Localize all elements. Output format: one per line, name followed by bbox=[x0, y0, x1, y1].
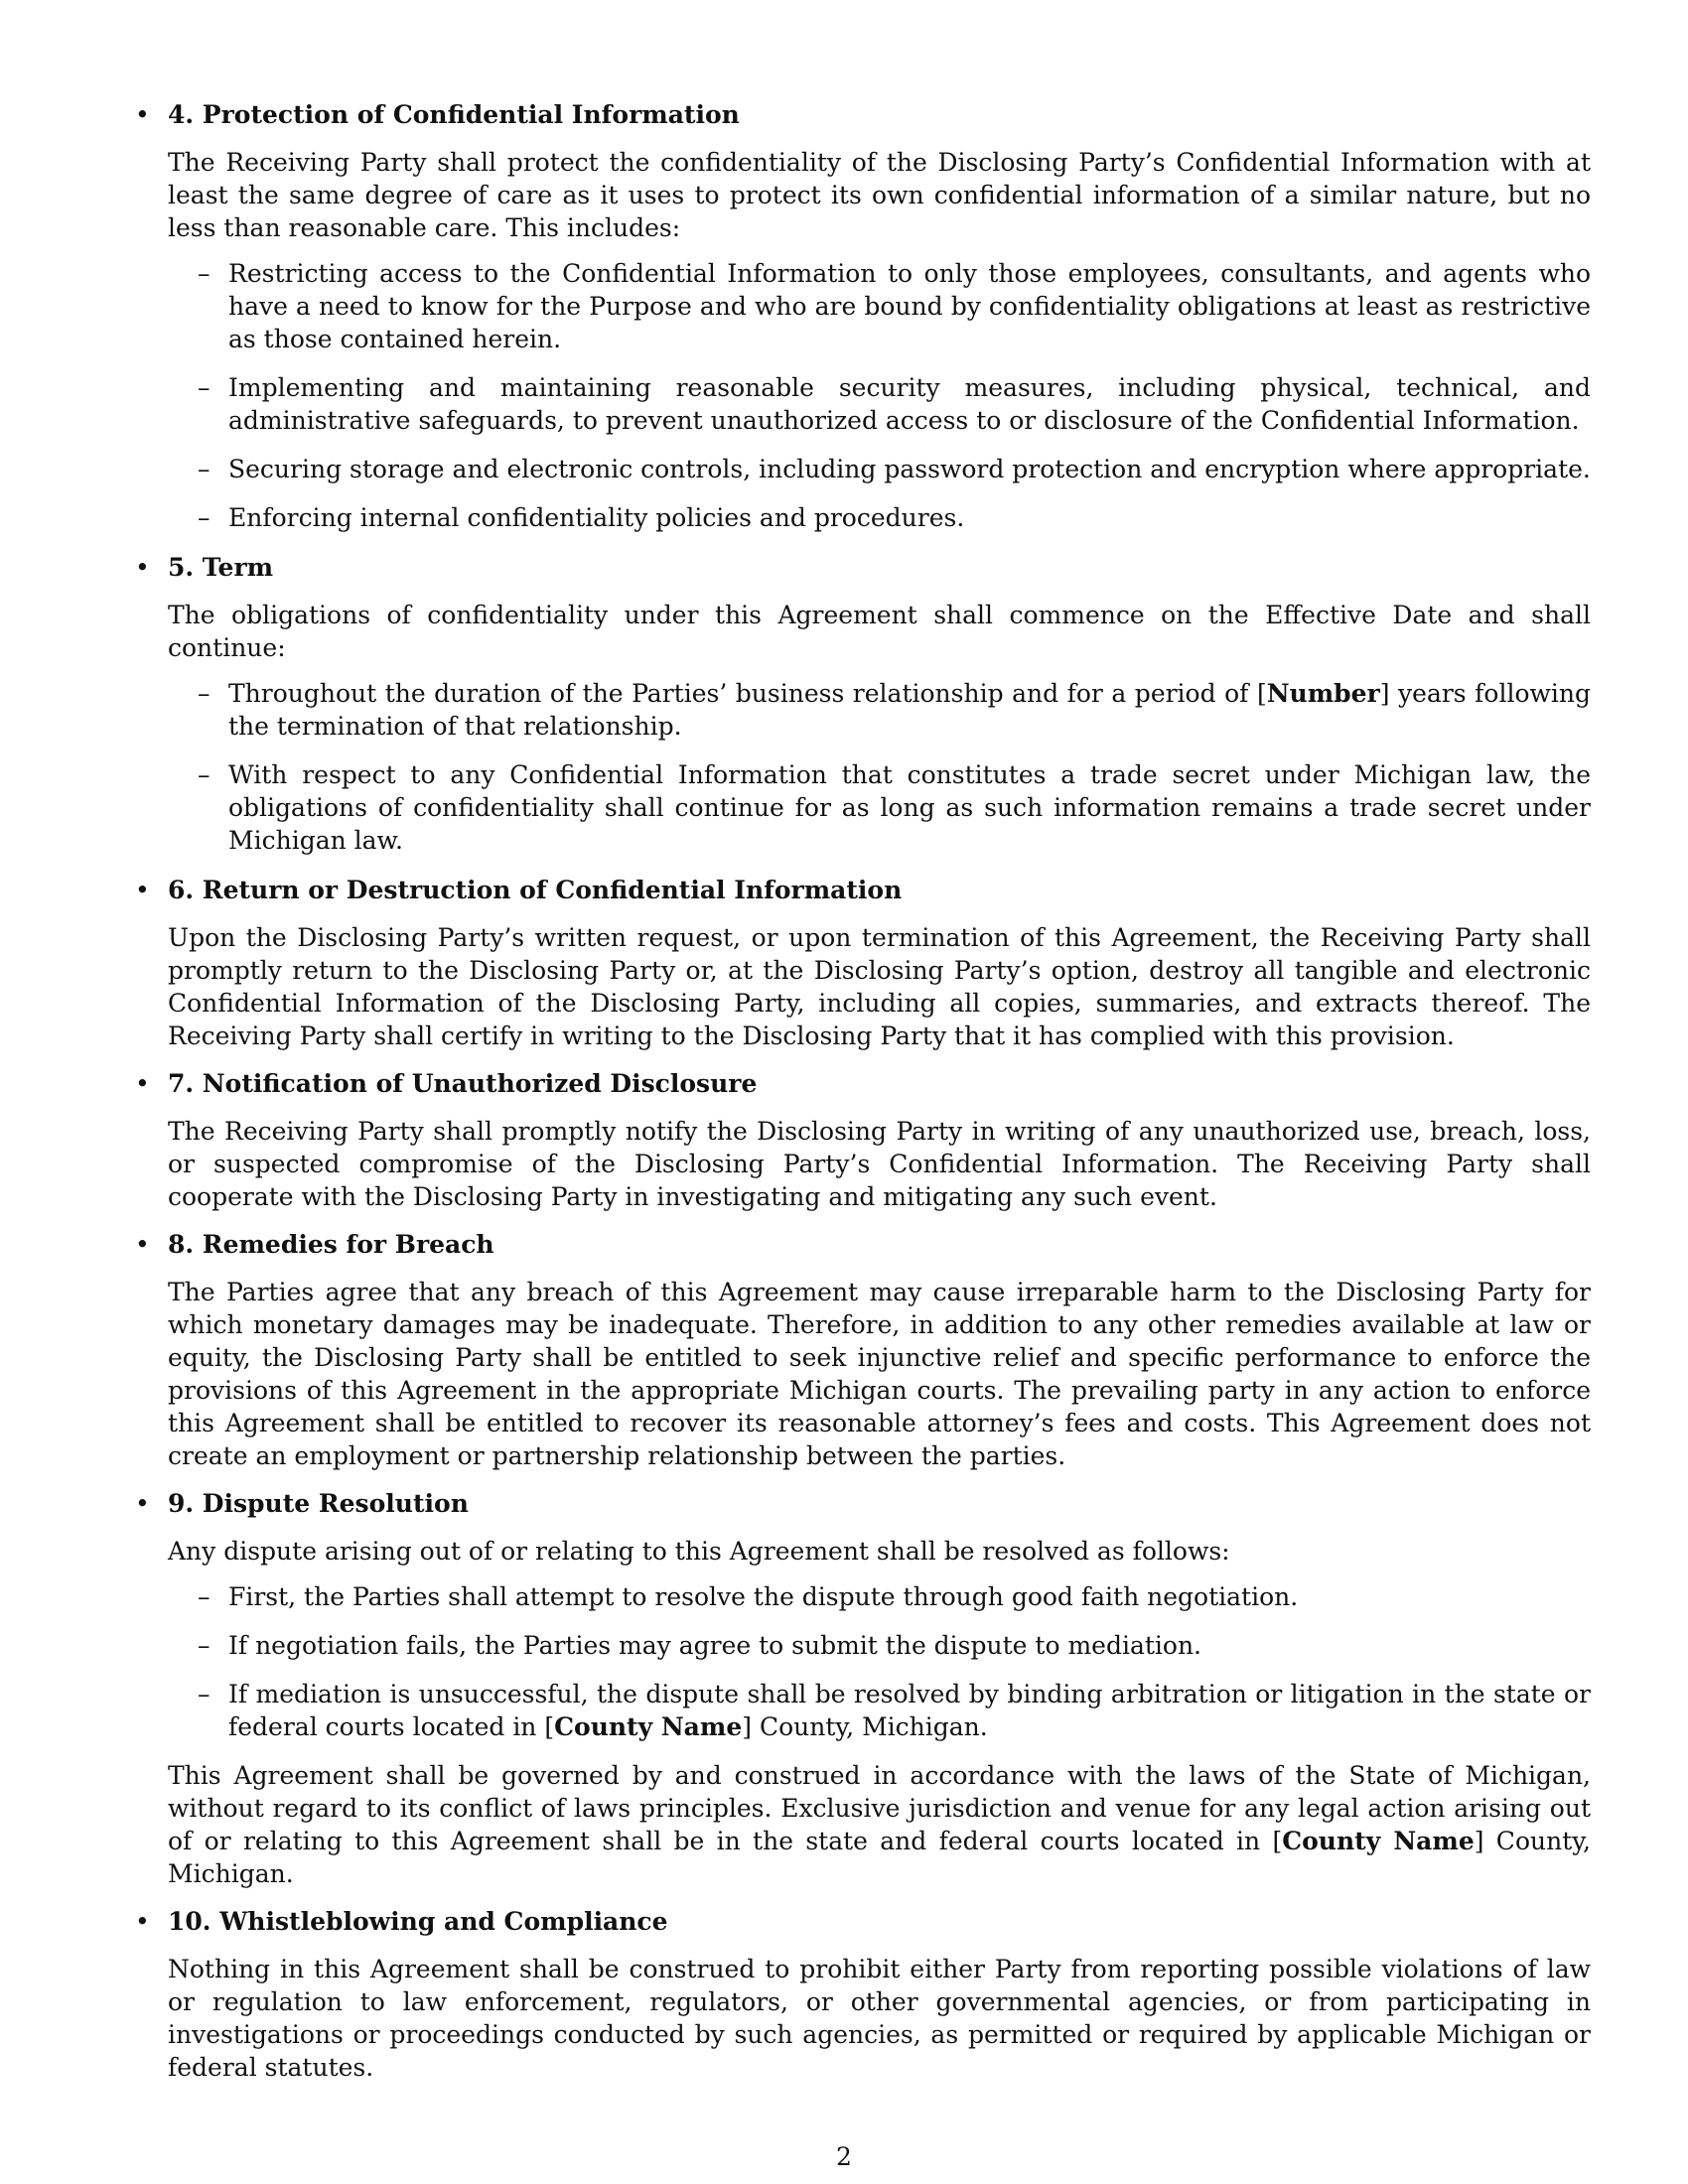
list-item bbox=[168, 453, 1591, 485]
section-title: 5. Term bbox=[168, 553, 274, 582]
section-title: 10. Whistleblowing and Compliance bbox=[168, 1907, 668, 1936]
section-protection-of-confidential-information bbox=[127, 97, 1591, 534]
document-body bbox=[127, 97, 1591, 2098]
section-term bbox=[127, 550, 1591, 857]
section-remedies-for-breach bbox=[127, 1227, 1591, 1472]
list-item bbox=[168, 758, 1591, 857]
section-paragraph: The Receiving Party shall protect the confidentiality of the Disclosing Party’s Confidential Information with at least the same degree of care as it uses to protect its own confidential information of a similar nature, but no less than reasonable care. This includes: bbox=[168, 148, 1591, 242]
list-item-text-pre: If mediation is unsuccessful, the dispute shall be resolved by binding arbitration or litigation in the state or federal courts located in [ bbox=[228, 1680, 1591, 1741]
section-title: 4. Protection of Confidential Information bbox=[168, 100, 740, 129]
list-item-text: Restricting access to the Confidential Information to only those employees, consultants, and agents who have a need to know for the Purpose and who are bound by confidentiality obligations at least as restrictive as those contained herein. bbox=[228, 259, 1591, 353]
section-title: 7. Notification of Unauthorized Disclosure bbox=[168, 1069, 758, 1098]
page-number: 2 bbox=[836, 2142, 852, 2171]
list-item bbox=[168, 257, 1591, 355]
list-item bbox=[168, 1580, 1591, 1613]
dash-icon: – bbox=[198, 1680, 211, 1708]
section-whistleblowing-and-compliance bbox=[127, 1904, 1591, 2084]
list-item-text: With respect to any Confidential Information that constitutes a trade secret under Michigan law, the obligations of confidentiality shall continue for as long as such information remains a trade secret under Michigan law. bbox=[228, 760, 1591, 855]
bullet-icon: • bbox=[135, 553, 150, 582]
bullet-icon: • bbox=[135, 1907, 150, 1936]
section-title: 9. Dispute Resolution bbox=[168, 1489, 469, 1518]
list-item-text: Enforcing internal confidentiality policies and procedures. bbox=[228, 503, 965, 532]
list-item-text-pre: Throughout the duration of the Parties’ business relationship and for a period of [ bbox=[228, 679, 1267, 708]
dash-icon: – bbox=[198, 1631, 211, 1660]
dash-icon: – bbox=[198, 1582, 211, 1611]
section-title: 8. Remedies for Breach bbox=[168, 1230, 494, 1259]
dash-icon: – bbox=[198, 259, 211, 288]
placeholder-county-name: County Name bbox=[1282, 1827, 1475, 1855]
bullet-icon: • bbox=[135, 1489, 150, 1518]
placeholder-county-name: County Name bbox=[554, 1712, 743, 1741]
section-paragraph: Nothing in this Agreement shall be construed to prohibit either Party from reporting possible violations of law or regulation to law enforcement, regulators, or other governmental agencies, or from participating in investigations or proceedings conducted by such agencies, as permitted or required by applicable Michigan or federal statutes. bbox=[168, 1955, 1591, 2082]
section-paragraph: Upon the Disclosing Party’s written request, or upon termination of this Agreement, the Receiving Party shall promptly return to the Disclosing Party or, at the Disclosing Party’s option, destroy all tangible and electronic Confidential Information of the Disclosing Party, including all copies, summaries, and extracts thereof. The Receiving Party shall certify in writing to the Disclosing Party that it has complied with this provision. bbox=[168, 923, 1591, 1050]
bullet-icon: • bbox=[135, 876, 150, 904]
list-item bbox=[168, 371, 1591, 437]
section-return-or-destruction bbox=[127, 873, 1591, 1052]
section-paragraph: The Receiving Party shall promptly notify the Disclosing Party in writing of any unauthorized use, breach, loss, or suspected compromise of the Disclosing Party’s Confidential Information. The Receiving Party shall cooperate with the Disclosing Party in investigating and mitigating any such event. bbox=[168, 1117, 1591, 1211]
dash-icon: – bbox=[198, 503, 211, 532]
list-item bbox=[168, 1629, 1591, 1662]
placeholder-number: Number bbox=[1266, 679, 1380, 708]
section-title: 6. Return or Destruction of Confidential Information bbox=[168, 876, 903, 904]
section-paragraph: The Parties agree that any breach of this Agreement may cause irreparable harm to the Disclosing Party for which monetary damages may be inadequate. Therefore, in addition to any other remedies available at law or equity, the Disclosing Party shall be entitled to seek injunctive relief and specific performance to enforce the provisions of this Agreement in the appropriate Michigan courts. The prevailing party in any action to enforce this Agreement shall be entitled to recover its reasonable attorney’s fees and costs. This Agreement does not create an employment or partnership relationship between the parties. bbox=[168, 1278, 1591, 1470]
list-item-text-post: ] years following the termination of that relationship. bbox=[228, 679, 1591, 741]
section-notification-of-unauthorized-disclosure bbox=[127, 1066, 1591, 1213]
dash-icon: – bbox=[198, 373, 211, 402]
list-item-text-post: ] County, Michigan. bbox=[742, 1712, 988, 1741]
dash-icon: – bbox=[198, 455, 211, 483]
dash-icon: – bbox=[198, 679, 211, 708]
section-dispute-resolution bbox=[127, 1486, 1591, 1890]
dash-icon: – bbox=[198, 760, 211, 789]
list-item bbox=[168, 677, 1591, 743]
bullet-icon: • bbox=[135, 1069, 150, 1098]
list-item bbox=[168, 1678, 1591, 1743]
list-item-text: First, the Parties shall attempt to resolve the dispute through good faith negotiation. bbox=[228, 1582, 1299, 1611]
list-item-text: Implementing and maintaining reasonable security measures, including physical, technical, and administrative safeguards, to prevent unauthorized access to or disclosure of the Confidential Information. bbox=[228, 373, 1591, 435]
bullet-icon: • bbox=[135, 100, 150, 129]
section-paragraph: The obligations of confidentiality under this Agreement shall commence on the Effective Date and shall continue: bbox=[168, 601, 1591, 662]
list-item-text: If negotiation fails, the Parties may agree to submit the dispute to mediation. bbox=[228, 1631, 1201, 1660]
bullet-icon: • bbox=[135, 1230, 150, 1259]
list-item bbox=[168, 501, 1591, 534]
list-item-text: Securing storage and electronic controls, including password protection and encryption where appropriate. bbox=[228, 455, 1591, 483]
governing-law-paragraph bbox=[168, 1759, 1591, 1890]
section-paragraph: Any dispute arising out of or relating to this Agreement shall be resolved as follows: bbox=[168, 1537, 1230, 1566]
paragraph-text-pre: This Agreement shall be governed by and construed in accordance with the laws of the State of Michigan, without regard to its conflict of laws principles. Exclusive jurisdiction and venue for any legal action arising out of or relating to this Agreement shall be in the state and federal courts located in [ bbox=[168, 1761, 1591, 1855]
paragraph-text-post: ] County, Michigan. bbox=[168, 1827, 1591, 1888]
